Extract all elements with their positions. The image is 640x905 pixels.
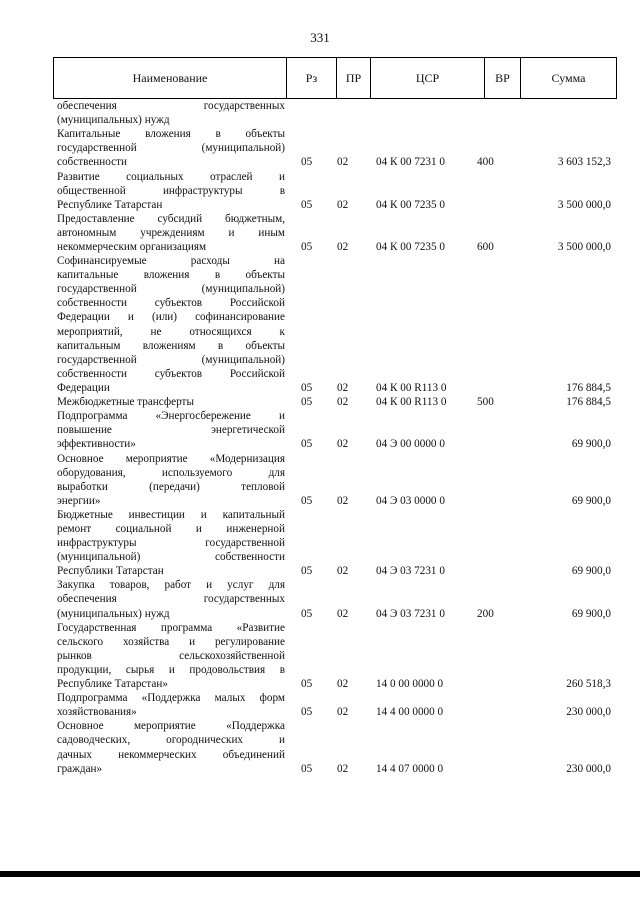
row-name-line: выработки (передачи) тепловой bbox=[57, 480, 285, 493]
row-csr: 14 4 00 0000 0 bbox=[376, 706, 444, 719]
row-name-line: эффективности» bbox=[57, 438, 136, 451]
row-rz: 05 bbox=[301, 494, 313, 507]
row-name-line: Основное мероприятие «Модернизация bbox=[57, 452, 285, 465]
row-name-line: Софинансируемые расходы на bbox=[57, 255, 285, 268]
row-name-line: (муниципальной) собственности bbox=[57, 551, 285, 564]
row-rz: 05 bbox=[301, 240, 313, 253]
table-row bbox=[53, 254, 617, 395]
row-name-line: продукции, сырья и продовольствия в bbox=[57, 663, 285, 676]
row-csr: 04 К 00 7235 0 bbox=[376, 240, 445, 253]
row-name-line: обеспечения государственных bbox=[57, 593, 285, 606]
row-sum: 69 900,0 bbox=[571, 565, 611, 578]
table-row bbox=[53, 212, 617, 254]
col-header-name: Наименование bbox=[132, 70, 208, 85]
row-name bbox=[57, 254, 285, 395]
row-name bbox=[57, 719, 285, 775]
row-rz: 05 bbox=[301, 438, 313, 451]
row-name-line: Федерации bbox=[57, 381, 110, 394]
row-sum: 3 500 000,0 bbox=[557, 240, 611, 253]
row-name bbox=[57, 212, 285, 254]
row-pr: 02 bbox=[337, 565, 349, 578]
row-sum: 3 500 000,0 bbox=[557, 198, 611, 211]
page-number: 331 bbox=[310, 30, 330, 45]
row-pr: 02 bbox=[337, 607, 349, 620]
row-name-line: Развитие социальных отраслей и bbox=[57, 170, 285, 183]
row-csr: 04 Э 03 7231 0 bbox=[376, 565, 445, 578]
row-sum: 69 900,0 bbox=[571, 438, 611, 451]
table-row bbox=[53, 127, 617, 169]
row-name-line: Закупка товаров, работ и услуг для bbox=[57, 579, 285, 592]
row-name-line: граждан» bbox=[57, 762, 103, 775]
row-name bbox=[57, 452, 285, 508]
col-header-rz: Рз bbox=[286, 58, 336, 98]
row-name-line: (муниципальных) нужд bbox=[57, 114, 170, 127]
row-vr: 400 bbox=[477, 156, 494, 169]
row-name-line: собственности субъектов Российской bbox=[57, 297, 285, 310]
row-name-line: Основное мероприятие «Поддержка bbox=[57, 720, 285, 733]
row-pr: 02 bbox=[337, 438, 349, 451]
row-rz: 05 bbox=[301, 565, 313, 578]
table-row bbox=[53, 719, 617, 775]
row-name bbox=[57, 395, 285, 409]
row-rz: 05 bbox=[301, 156, 313, 169]
row-name-line: мероприятий, не относящихся к bbox=[57, 325, 285, 338]
row-name-line: Федерации и (или) софинансирование bbox=[57, 311, 285, 324]
row-rz: 05 bbox=[301, 381, 313, 394]
row-pr: 02 bbox=[337, 156, 349, 169]
table-header bbox=[53, 57, 617, 99]
row-name bbox=[57, 621, 285, 691]
table-row bbox=[53, 452, 617, 508]
scan-edge bbox=[0, 871, 640, 877]
row-pr: 02 bbox=[337, 240, 349, 253]
row-sum: 3 603 152,3 bbox=[557, 156, 611, 169]
row-pr: 02 bbox=[337, 198, 349, 211]
row-name bbox=[57, 170, 285, 212]
row-name-line: рынков сельскохозяйственной bbox=[57, 649, 285, 662]
row-csr: 14 4 07 0000 0 bbox=[376, 762, 444, 775]
row-name-line: Подпрограмма «Поддержка малых форм bbox=[57, 692, 285, 705]
row-name-line: Республики Татарстан bbox=[57, 565, 164, 578]
row-vr: 200 bbox=[477, 607, 494, 620]
row-name-line: Бюджетные инвестиции и капитальный bbox=[57, 508, 285, 521]
row-rz: 05 bbox=[301, 607, 313, 620]
row-name bbox=[57, 99, 285, 127]
row-rz: 05 bbox=[301, 198, 313, 211]
row-name-line: Государственная программа «Развитие bbox=[57, 621, 285, 634]
row-name-line: оборудования, используемого для bbox=[57, 466, 285, 479]
row-vr: 600 bbox=[477, 240, 494, 253]
table-row bbox=[53, 99, 617, 127]
row-name-line: ремонт социальной и инженерной bbox=[57, 522, 285, 535]
row-name-line: собственности bbox=[57, 156, 127, 169]
table-row bbox=[53, 508, 617, 579]
col-header-pr: ПР bbox=[336, 58, 370, 98]
row-sum: 69 900,0 bbox=[571, 494, 611, 507]
row-sum: 230 000,0 bbox=[566, 762, 611, 775]
row-sum: 260 518,3 bbox=[566, 678, 611, 691]
row-name bbox=[57, 409, 285, 451]
col-header-csr: ЦСР bbox=[370, 58, 484, 98]
row-name-line: инфраструктуры государственной bbox=[57, 537, 285, 550]
row-name-line: государственной (муниципальной) bbox=[57, 283, 285, 296]
row-name-line: государственной (муниципальной) bbox=[57, 353, 285, 366]
table-row bbox=[53, 691, 617, 719]
row-name-line: дачных некоммерческих объединений bbox=[57, 748, 285, 761]
table-row bbox=[53, 170, 617, 212]
row-name-line: обеспечения государственных bbox=[57, 100, 285, 112]
row-csr: 14 0 00 0000 0 bbox=[376, 678, 444, 691]
row-pr: 02 bbox=[337, 381, 349, 394]
row-csr: 04 К 00 R113 0 bbox=[376, 381, 447, 394]
row-sum: 176 884,5 bbox=[566, 381, 611, 394]
row-csr: 04 К 00 7235 0 bbox=[376, 198, 445, 211]
row-csr: 04 Э 00 0000 0 bbox=[376, 438, 445, 451]
row-name-line: сельского хозяйства и регулирование bbox=[57, 635, 285, 648]
row-name-line: государственной (муниципальной) bbox=[57, 142, 285, 155]
row-name-line: автономным учреждениям и иным bbox=[57, 226, 285, 239]
row-name-line: энергии» bbox=[57, 494, 101, 507]
row-name-line: капитальные вложения в объекты bbox=[57, 269, 285, 282]
row-name-line: Республике Татарстан bbox=[57, 198, 163, 211]
row-name-line: хозяйствования» bbox=[57, 706, 137, 719]
row-rz: 05 bbox=[301, 678, 313, 691]
table-row bbox=[53, 409, 617, 451]
row-name-line: Подпрограмма «Энергосбережение и bbox=[57, 410, 285, 423]
row-name-line: некоммерческим организациям bbox=[57, 240, 207, 253]
row-rz: 05 bbox=[301, 396, 313, 409]
row-rz: 05 bbox=[301, 706, 313, 719]
row-pr: 02 bbox=[337, 396, 349, 409]
row-name-line: собственности субъектов Российской bbox=[57, 367, 285, 380]
row-name-line: капитальным вложениям в объекты bbox=[57, 339, 285, 352]
row-pr: 02 bbox=[337, 494, 349, 507]
table-row bbox=[53, 578, 617, 620]
row-pr: 02 bbox=[337, 762, 349, 775]
row-name-line: (муниципальных) нужд bbox=[57, 607, 170, 620]
row-csr: 04 К 00 7231 0 bbox=[376, 156, 445, 169]
row-name bbox=[57, 691, 285, 719]
row-pr: 02 bbox=[337, 706, 349, 719]
row-name bbox=[57, 508, 285, 578]
table-row bbox=[53, 621, 617, 692]
row-rz: 05 bbox=[301, 762, 313, 775]
row-sum: 230 000,0 bbox=[566, 706, 611, 719]
row-name-line: Капитальные вложения в объекты bbox=[57, 128, 285, 141]
row-sum: 69 900,0 bbox=[571, 607, 611, 620]
row-csr: 04 Э 03 0000 0 bbox=[376, 494, 445, 507]
row-name-line: повышение энергетической bbox=[57, 424, 285, 437]
col-header-vr: ВР bbox=[484, 58, 520, 98]
row-name-line: Межбюджетные трансферты bbox=[57, 396, 194, 409]
row-csr: 04 К 00 R113 0 bbox=[376, 396, 447, 409]
row-csr: 04 Э 03 7231 0 bbox=[376, 607, 445, 620]
row-name-line: общественной инфраструктуры в bbox=[57, 184, 285, 197]
row-name bbox=[57, 578, 285, 620]
row-sum: 176 884,5 bbox=[566, 396, 611, 409]
table-row bbox=[53, 395, 617, 409]
row-pr: 02 bbox=[337, 678, 349, 691]
row-name bbox=[57, 127, 285, 169]
row-name-line: Предоставление субсидий бюджетным, bbox=[57, 212, 285, 225]
row-vr: 500 bbox=[477, 396, 494, 409]
row-name-line: садоводческих, огороднических и bbox=[57, 734, 285, 747]
row-name-line: Республике Татарстан» bbox=[57, 678, 168, 691]
col-header-sum: Сумма bbox=[520, 58, 616, 98]
